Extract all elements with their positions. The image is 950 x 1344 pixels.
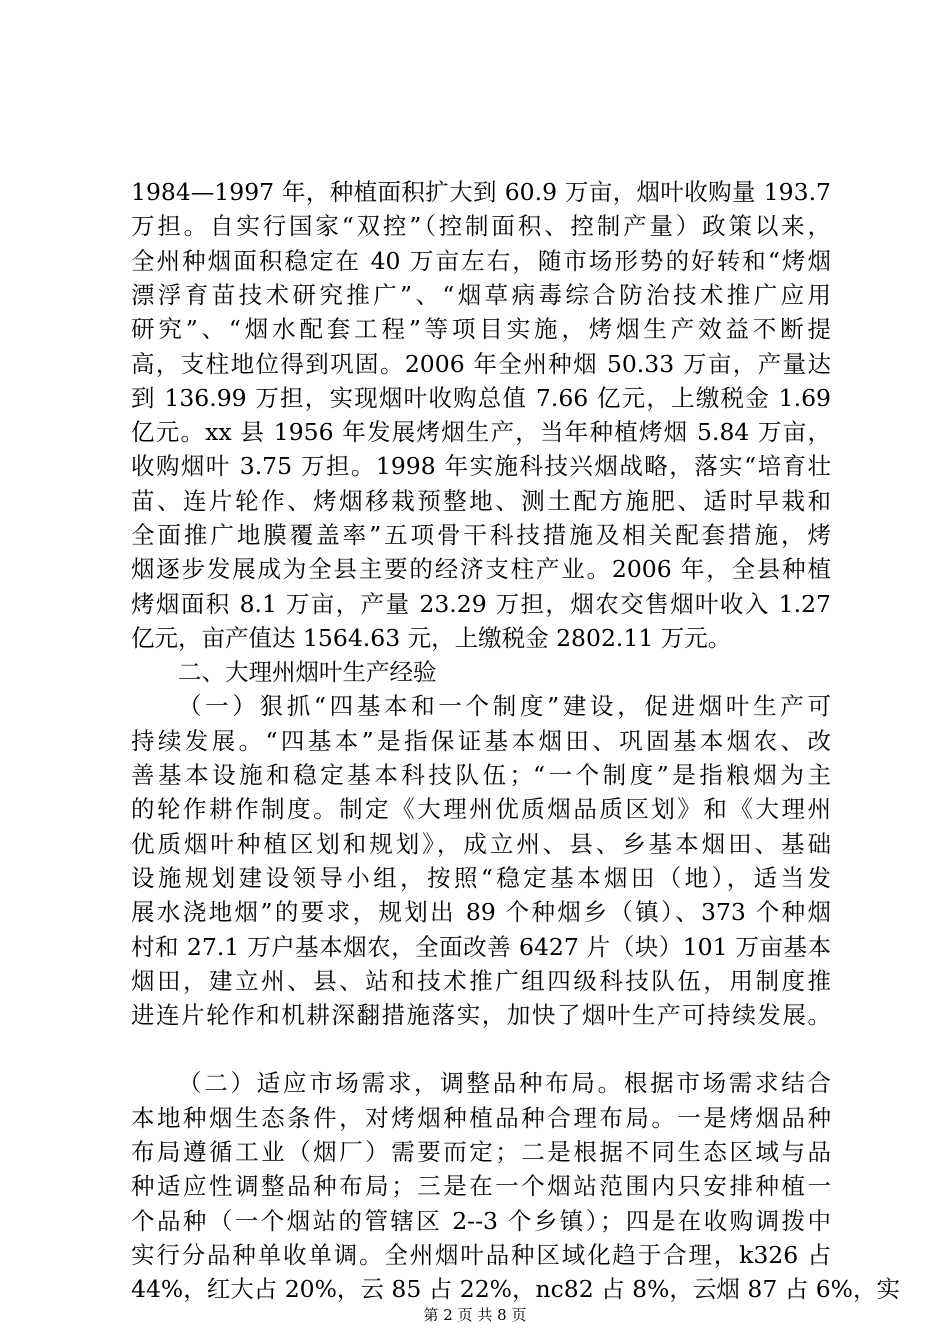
text-line: 烤烟面积 8.1 万亩，产量 23.29 万担，烟农交售烟叶收入 1.27 bbox=[131, 590, 831, 618]
text-line: 全州种烟面积稳定在 40 万亩左右，随市场形势的好转和“烤烟 bbox=[131, 247, 831, 275]
text-line: （一）狠抓“四基本和一个制度”建设，促进烟叶生产可 bbox=[178, 692, 831, 720]
text-line: 善基本设施和稳定基本科技队伍；“一个制度”是指粮烟为主 bbox=[131, 761, 831, 789]
text-line: 展水浇地烟”的要求，规划出 89 个种烟乡（镇）、373 个种烟 bbox=[131, 898, 831, 926]
text-line: 优质烟叶种植区划和规划》，成立州、县、乡基本烟田、基础 bbox=[131, 830, 831, 858]
text-line: 漂浮育苗技术研究推广”、“烟草病毒综合防治技术推广应用 bbox=[131, 281, 831, 309]
text-line: 种适应性调整品种布局；三是在一个烟站范围内只安排种植一 bbox=[131, 1172, 831, 1200]
text-line: 收购烟叶 3.75 万担。1998 年实施科技兴烟战略，落实“培育壮 bbox=[131, 452, 831, 480]
text-line: 44%，红大占 20%，云 85 占 22%，nc82 占 8%，云烟 87 占 6%，实 bbox=[131, 1275, 900, 1303]
text-line: 亿元，亩产值达 1564.63 元，上缴税金 2802.11 万元。 bbox=[131, 624, 732, 652]
text-line: 苗、连片轮作、烤烟移栽预整地、测土配方施肥、适时早栽和 bbox=[131, 487, 831, 515]
page-footer: 第 2 页 共 8 页 bbox=[423, 1306, 527, 1324]
text-line: 布局遵循工业（烟厂）需要而定；二是根据不同生态区域与品 bbox=[131, 1138, 831, 1166]
text-line: 设施规划建设领导小组，按照“稳定基本烟田（地），适当发 bbox=[131, 864, 831, 892]
text-line: 个品种（一个烟站的管辖区 2--3 个乡镇）；四是在收购调拨中 bbox=[131, 1207, 831, 1235]
text-line: 1984—1997 年，种植面积扩大到 60.9 万亩，烟叶收购量 193.7 bbox=[131, 178, 831, 206]
text-line: 本地种烟生态条件，对烤烟种植品种合理布局。一是烤烟品种 bbox=[131, 1104, 831, 1132]
text-line: 的轮作耕作制度。制定《大理州优质烟品质区划》和《大理州 bbox=[131, 795, 831, 823]
text-line: 实行分品种单收单调。全州烟叶品种区域化趋于合理，k326 占 bbox=[131, 1241, 831, 1269]
text-line: 全面推广地膜覆盖率”五项骨干科技措施及相关配套措施，烤 bbox=[131, 521, 831, 549]
text-line: 烟田，建立州、县、站和技术推广组四级科技队伍，用制度推 bbox=[131, 967, 831, 995]
text-line: 万担。自实行国家“双控”（控制面积、控制产量）政策以来， bbox=[131, 212, 831, 240]
text-line: 烟逐步发展成为全县主要的经济支柱产业。2006 年，全县种植 bbox=[131, 555, 831, 583]
text-line: 进连片轮作和机耕深翻措施落实，加快了烟叶生产可持续发展。 bbox=[131, 1001, 831, 1029]
text-line: 研究”、“烟水配套工程”等项目实施，烤烟生产效益不断提 bbox=[131, 315, 831, 343]
text-line: 高，支柱地位得到巩固。2006 年全州种烟 50.33 万亩，产量达 bbox=[131, 350, 831, 378]
text-line: 村和 27.1 万户基本烟农，全面改善 6427 片（块）101 万亩基本 bbox=[131, 933, 831, 961]
text-line: （二）适应市场需求，调整品种布局。根据市场需求结合 bbox=[178, 1069, 831, 1097]
text-line: 持续发展。“四基本”是指保证基本烟田、巩固基本烟农、改 bbox=[131, 727, 831, 755]
text-line: 二、大理州烟叶生产经验 bbox=[178, 658, 437, 686]
text-line: 亿元。xx 县 1956 年发展烤烟生产，当年种植烤烟 5.84 万亩， bbox=[131, 418, 831, 446]
text-line: 到 136.99 万担，实现烟叶收购总值 7.66 亿元，上缴税金 1.69 bbox=[131, 384, 831, 412]
